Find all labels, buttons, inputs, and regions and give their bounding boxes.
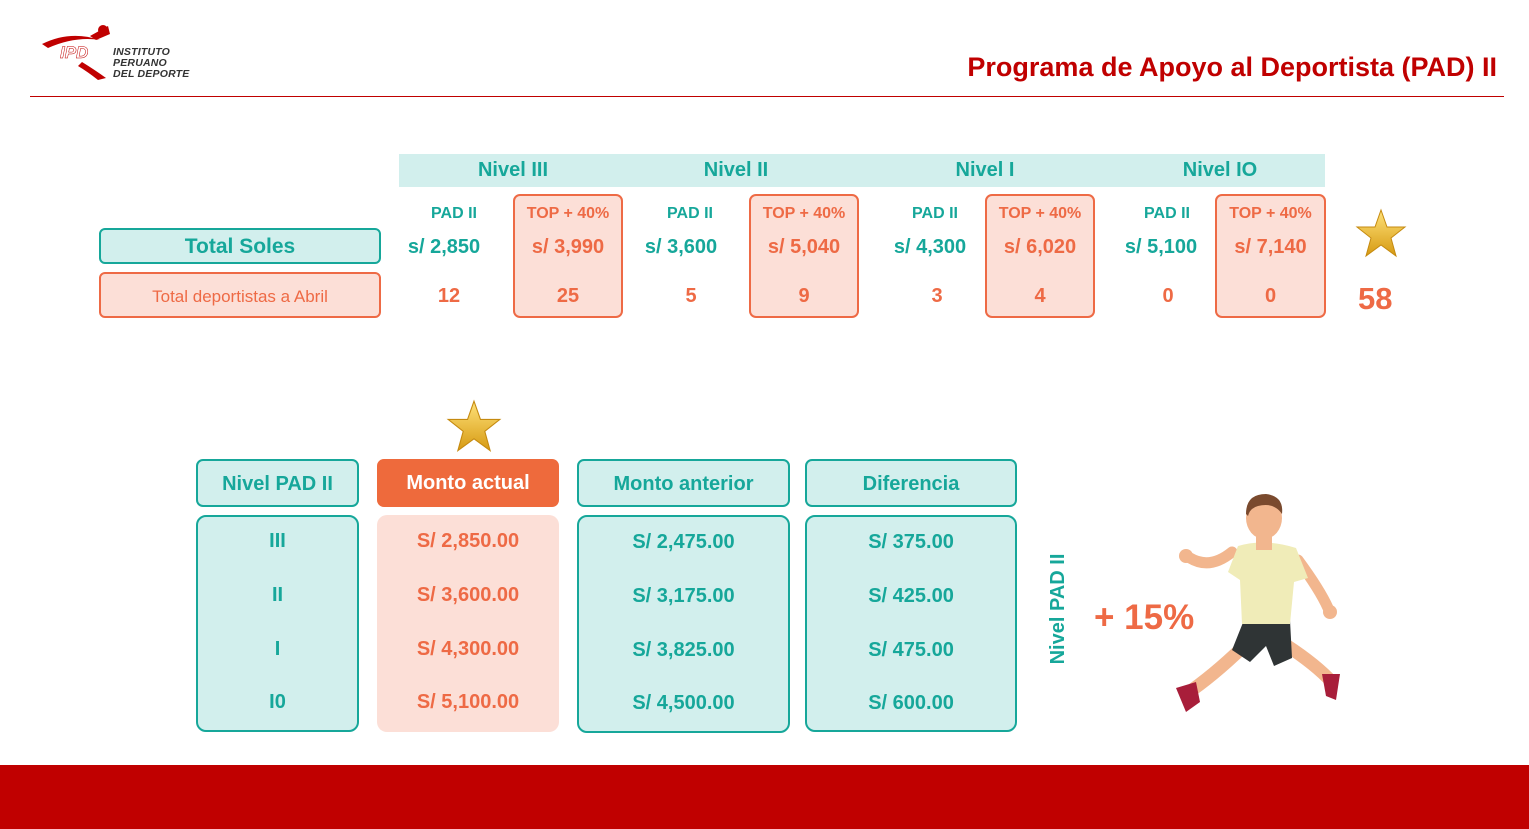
actual-cell-3: S/ 4,300.00 — [416, 638, 520, 660]
subheader-top-iii: TOP + 40% — [526, 205, 610, 222]
vertical-label-nivel-pad: Nivel PAD II — [1047, 553, 1069, 665]
increase-percentage: + 15% — [1094, 598, 1195, 637]
diferencia-cell-1: S/ 375.00 — [868, 531, 954, 553]
anterior-cell-2: S/ 3,175.00 — [632, 585, 735, 607]
logo-line-1: INSTITUTO — [113, 46, 171, 58]
level-header-i: Nivel I — [955, 159, 1015, 181]
logo-line-2: PERUANO — [113, 57, 167, 69]
subheader-pad-io: PAD II — [1144, 205, 1190, 222]
row-label-total-soles: Total Soles — [99, 228, 381, 264]
soles-top-io: s/ 7,140 — [1234, 236, 1307, 258]
count-pad-io: 0 — [1162, 285, 1174, 307]
header-nivel-pad: Nivel PAD II — [196, 459, 359, 507]
soles-top-ii: s/ 5,040 — [767, 236, 841, 258]
logo-line-3: DEL DEPORTE — [113, 68, 190, 80]
subheader-top-i: TOP + 40% — [998, 205, 1082, 222]
footer-bar — [0, 765, 1529, 829]
count-top-ii: 9 — [798, 285, 810, 307]
star-icon — [1355, 208, 1407, 260]
count-top-io: 0 — [1264, 285, 1277, 307]
anterior-cell-4: S/ 4,500.00 — [632, 692, 735, 714]
actual-cell-1: S/ 2,850.00 — [416, 530, 520, 552]
logo-text — [113, 47, 190, 80]
nivel-cell-4: I0 — [269, 691, 286, 713]
level-header-io: Nivel IO — [1182, 159, 1258, 181]
level-header-ii: Nivel II — [703, 159, 769, 181]
header-monto-anterior: Monto anterior — [577, 459, 790, 507]
logo-abbrev: IPD — [60, 43, 89, 62]
nivel-cell-2: II — [271, 584, 284, 606]
subheader-top-ii: TOP + 40% — [762, 205, 846, 222]
soles-pad-io: s/ 5,100 — [1124, 236, 1198, 258]
header-monto-actual: Monto actual — [377, 459, 559, 507]
star-icon — [446, 399, 502, 455]
count-top-i: 4 — [1034, 285, 1046, 307]
row-label-total-deportistas: Total deportistas a Abril — [99, 272, 381, 318]
count-pad-iii: 12 — [437, 285, 461, 307]
total-deportistas: 58 — [1358, 281, 1393, 316]
count-top-iii: 25 — [556, 285, 580, 307]
anterior-cell-1: S/ 2,475.00 — [632, 531, 735, 553]
subheader-top-io: TOP + 40% — [1229, 205, 1312, 222]
soles-pad-iii: s/ 2,850 — [407, 236, 481, 258]
diferencia-cell-2: S/ 425.00 — [868, 585, 954, 607]
header-divider — [30, 96, 1504, 97]
nivel-cell-1: III — [269, 530, 286, 552]
subheader-pad-ii: PAD II — [667, 205, 713, 222]
actual-cell-2: S/ 3,600.00 — [416, 584, 520, 606]
anterior-cell-3: S/ 3,825.00 — [632, 639, 735, 661]
soles-pad-i: s/ 4,300 — [893, 236, 967, 258]
subheader-pad-iii: PAD II — [431, 205, 477, 222]
soles-top-i: s/ 6,020 — [1003, 236, 1077, 258]
page-title: Programa de Apoyo al Deportista (PAD) II — [967, 52, 1497, 82]
header-diferencia: Diferencia — [805, 459, 1017, 507]
count-pad-i: 3 — [931, 285, 943, 307]
nivel-cell-3: I — [274, 638, 281, 660]
diferencia-cell-4: S/ 600.00 — [868, 692, 954, 714]
level-header-iii: Nivel III — [477, 159, 549, 181]
soles-pad-ii: s/ 3,600 — [644, 236, 718, 258]
runner-illustration — [1170, 490, 1345, 720]
ipd-logo — [40, 22, 115, 82]
soles-top-iii: s/ 3,990 — [531, 236, 605, 258]
diferencia-cell-3: S/ 475.00 — [868, 639, 954, 661]
subheader-pad-i: PAD II — [912, 205, 958, 222]
actual-cell-4: S/ 5,100.00 — [416, 691, 520, 713]
count-pad-ii: 5 — [685, 285, 697, 307]
